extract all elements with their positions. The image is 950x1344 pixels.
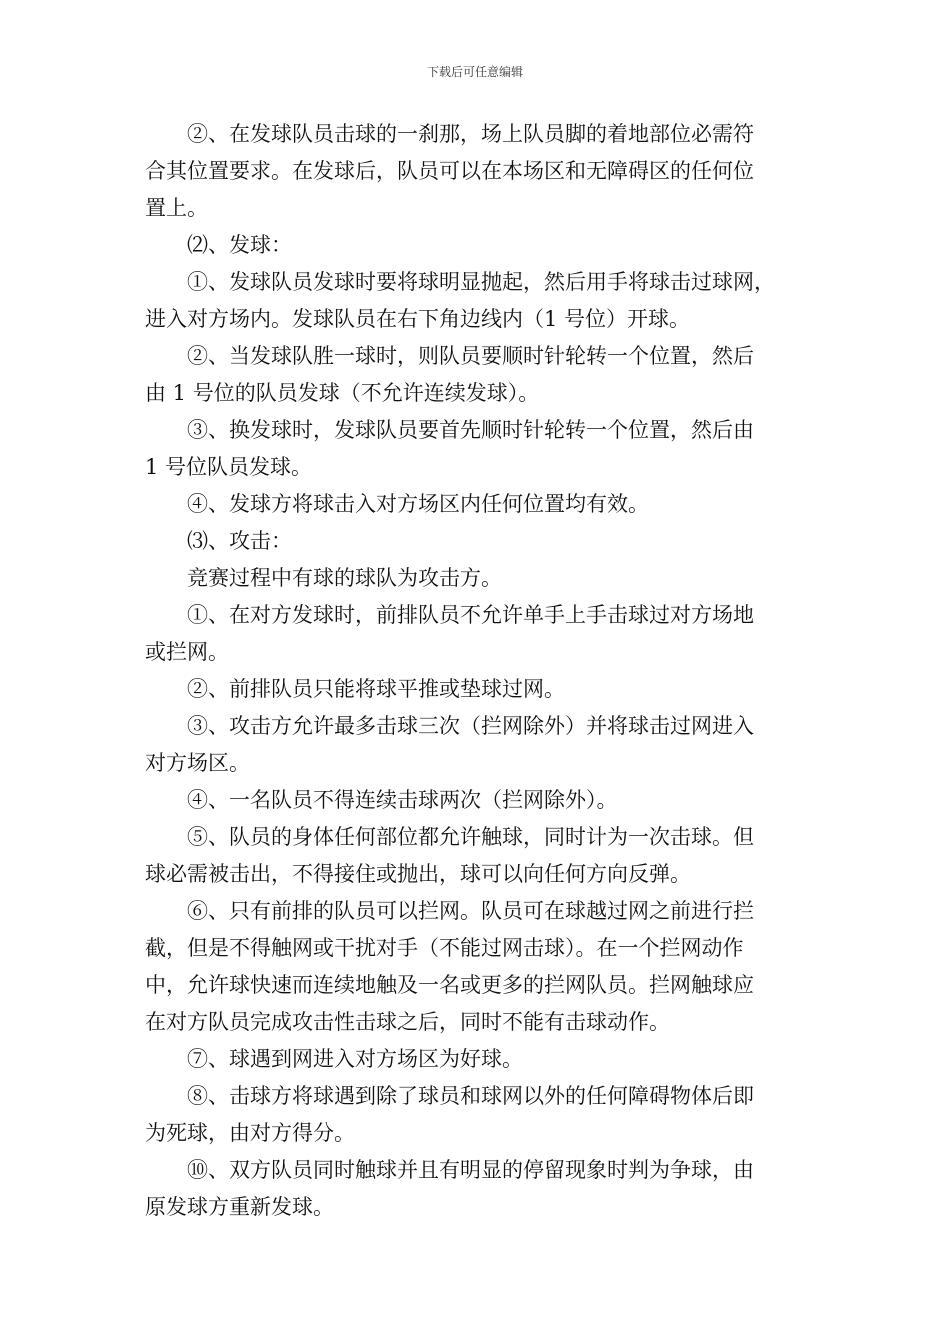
paragraph-line: 原发球方重新发球。	[145, 1195, 334, 1219]
paragraph	[145, 708, 810, 782]
paragraph	[145, 486, 810, 523]
paragraph-line: 合其位置要求。在发球后，队员可以在本场区和无障碍区的任何位	[145, 159, 754, 183]
paragraph	[145, 597, 810, 671]
paragraph-line: ①、在对方发球时，前排队员不允许单手上手击球过对方场地	[187, 603, 754, 627]
paragraph	[145, 560, 810, 597]
paragraph-line: 或拦网。	[145, 640, 229, 664]
paragraph-line: ⑧、击球方将球遇到除了球员和球网以外的任何障碍物体后即	[187, 1084, 754, 1108]
paragraph-line: ④、发球方将球击入对方场区内任何位置均有效。	[187, 492, 649, 516]
page-header: 下载后可任意编辑	[426, 65, 523, 79]
paragraph-line: ⑶、攻击：	[187, 529, 292, 553]
paragraph-line: ④、一名队员不得连续击球两次（拦网除外）。	[187, 788, 618, 812]
paragraph	[145, 671, 810, 708]
paragraph-line: ②、当发球队胜一球时，则队员要顺时针轮转一个位置，然后	[187, 344, 754, 368]
paragraph-line: 截，但是不得触网或干扰对手（不能过网击球）。在一个拦网动作	[145, 936, 744, 960]
paragraph-line: ①、发球队员发球时要将球明显抛起，然后用手将球击过球网，	[187, 270, 775, 294]
paragraph	[145, 116, 810, 227]
paragraph	[145, 782, 810, 819]
paragraph-line: ②、前排队员只能将球平推或垫球过网。	[187, 677, 565, 701]
paragraph	[145, 1152, 810, 1226]
paragraph-line: ⑥、只有前排的队员可以拦网。队员可在球越过网之前进行拦	[187, 899, 754, 923]
paragraph	[145, 338, 810, 412]
paragraph	[145, 412, 810, 486]
paragraph	[145, 893, 810, 1041]
paragraph	[145, 1041, 810, 1078]
paragraph-line: 由 1 号位的队员发球（不允许连续发球）。	[145, 381, 540, 405]
paragraph	[145, 523, 810, 560]
paragraph-line: ⑤、队员的身体任何部位都允许触球，同时计为一次击球。但	[187, 825, 754, 849]
paragraph-line: 中，允许球快速而连续地触及一名或更多的拦网队员。拦网触球应	[145, 973, 754, 997]
paragraph-line: 竞赛过程中有球的球队为攻击方。	[187, 566, 502, 590]
paragraph-line: 进入对方场内。发球队员在右下角边线内（1 号位）开球。	[145, 307, 691, 331]
paragraph	[145, 819, 810, 893]
paragraph-line: ⑩、双方队员同时触球并且有明显的停留现象时判为争球，由	[187, 1158, 754, 1182]
paragraph-line: 对方场区。	[145, 751, 250, 775]
paragraph-line: 置上。	[145, 196, 208, 220]
paragraph-line: ③、换发球时，发球队员要首先顺时针轮转一个位置，然后由	[187, 418, 754, 442]
paragraph-line: 为死球，由对方得分。	[145, 1121, 355, 1145]
paragraph-line: ③、攻击方允许最多击球三次（拦网除外）并将球击过网进入	[187, 714, 754, 738]
paragraph	[145, 264, 810, 338]
paragraph-line: 1 号位队员发球。	[145, 455, 313, 479]
paragraph	[145, 227, 810, 264]
paragraph-line: ②、在发球队员击球的一刹那，场上队员脚的着地部位必需符	[187, 122, 754, 146]
paragraph-line: ⑦、球遇到网进入对方场区为好球。	[187, 1047, 523, 1071]
paragraph-line: ⑵、发球：	[187, 233, 292, 257]
paragraph-line: 球必需被击出，不得接住或抛出，球可以向任何方向反弹。	[145, 862, 691, 886]
document-body	[145, 116, 810, 1226]
paragraph-line: 在对方队员完成攻击性击球之后，同时不能有击球动作。	[145, 1010, 670, 1034]
paragraph	[145, 1078, 810, 1152]
